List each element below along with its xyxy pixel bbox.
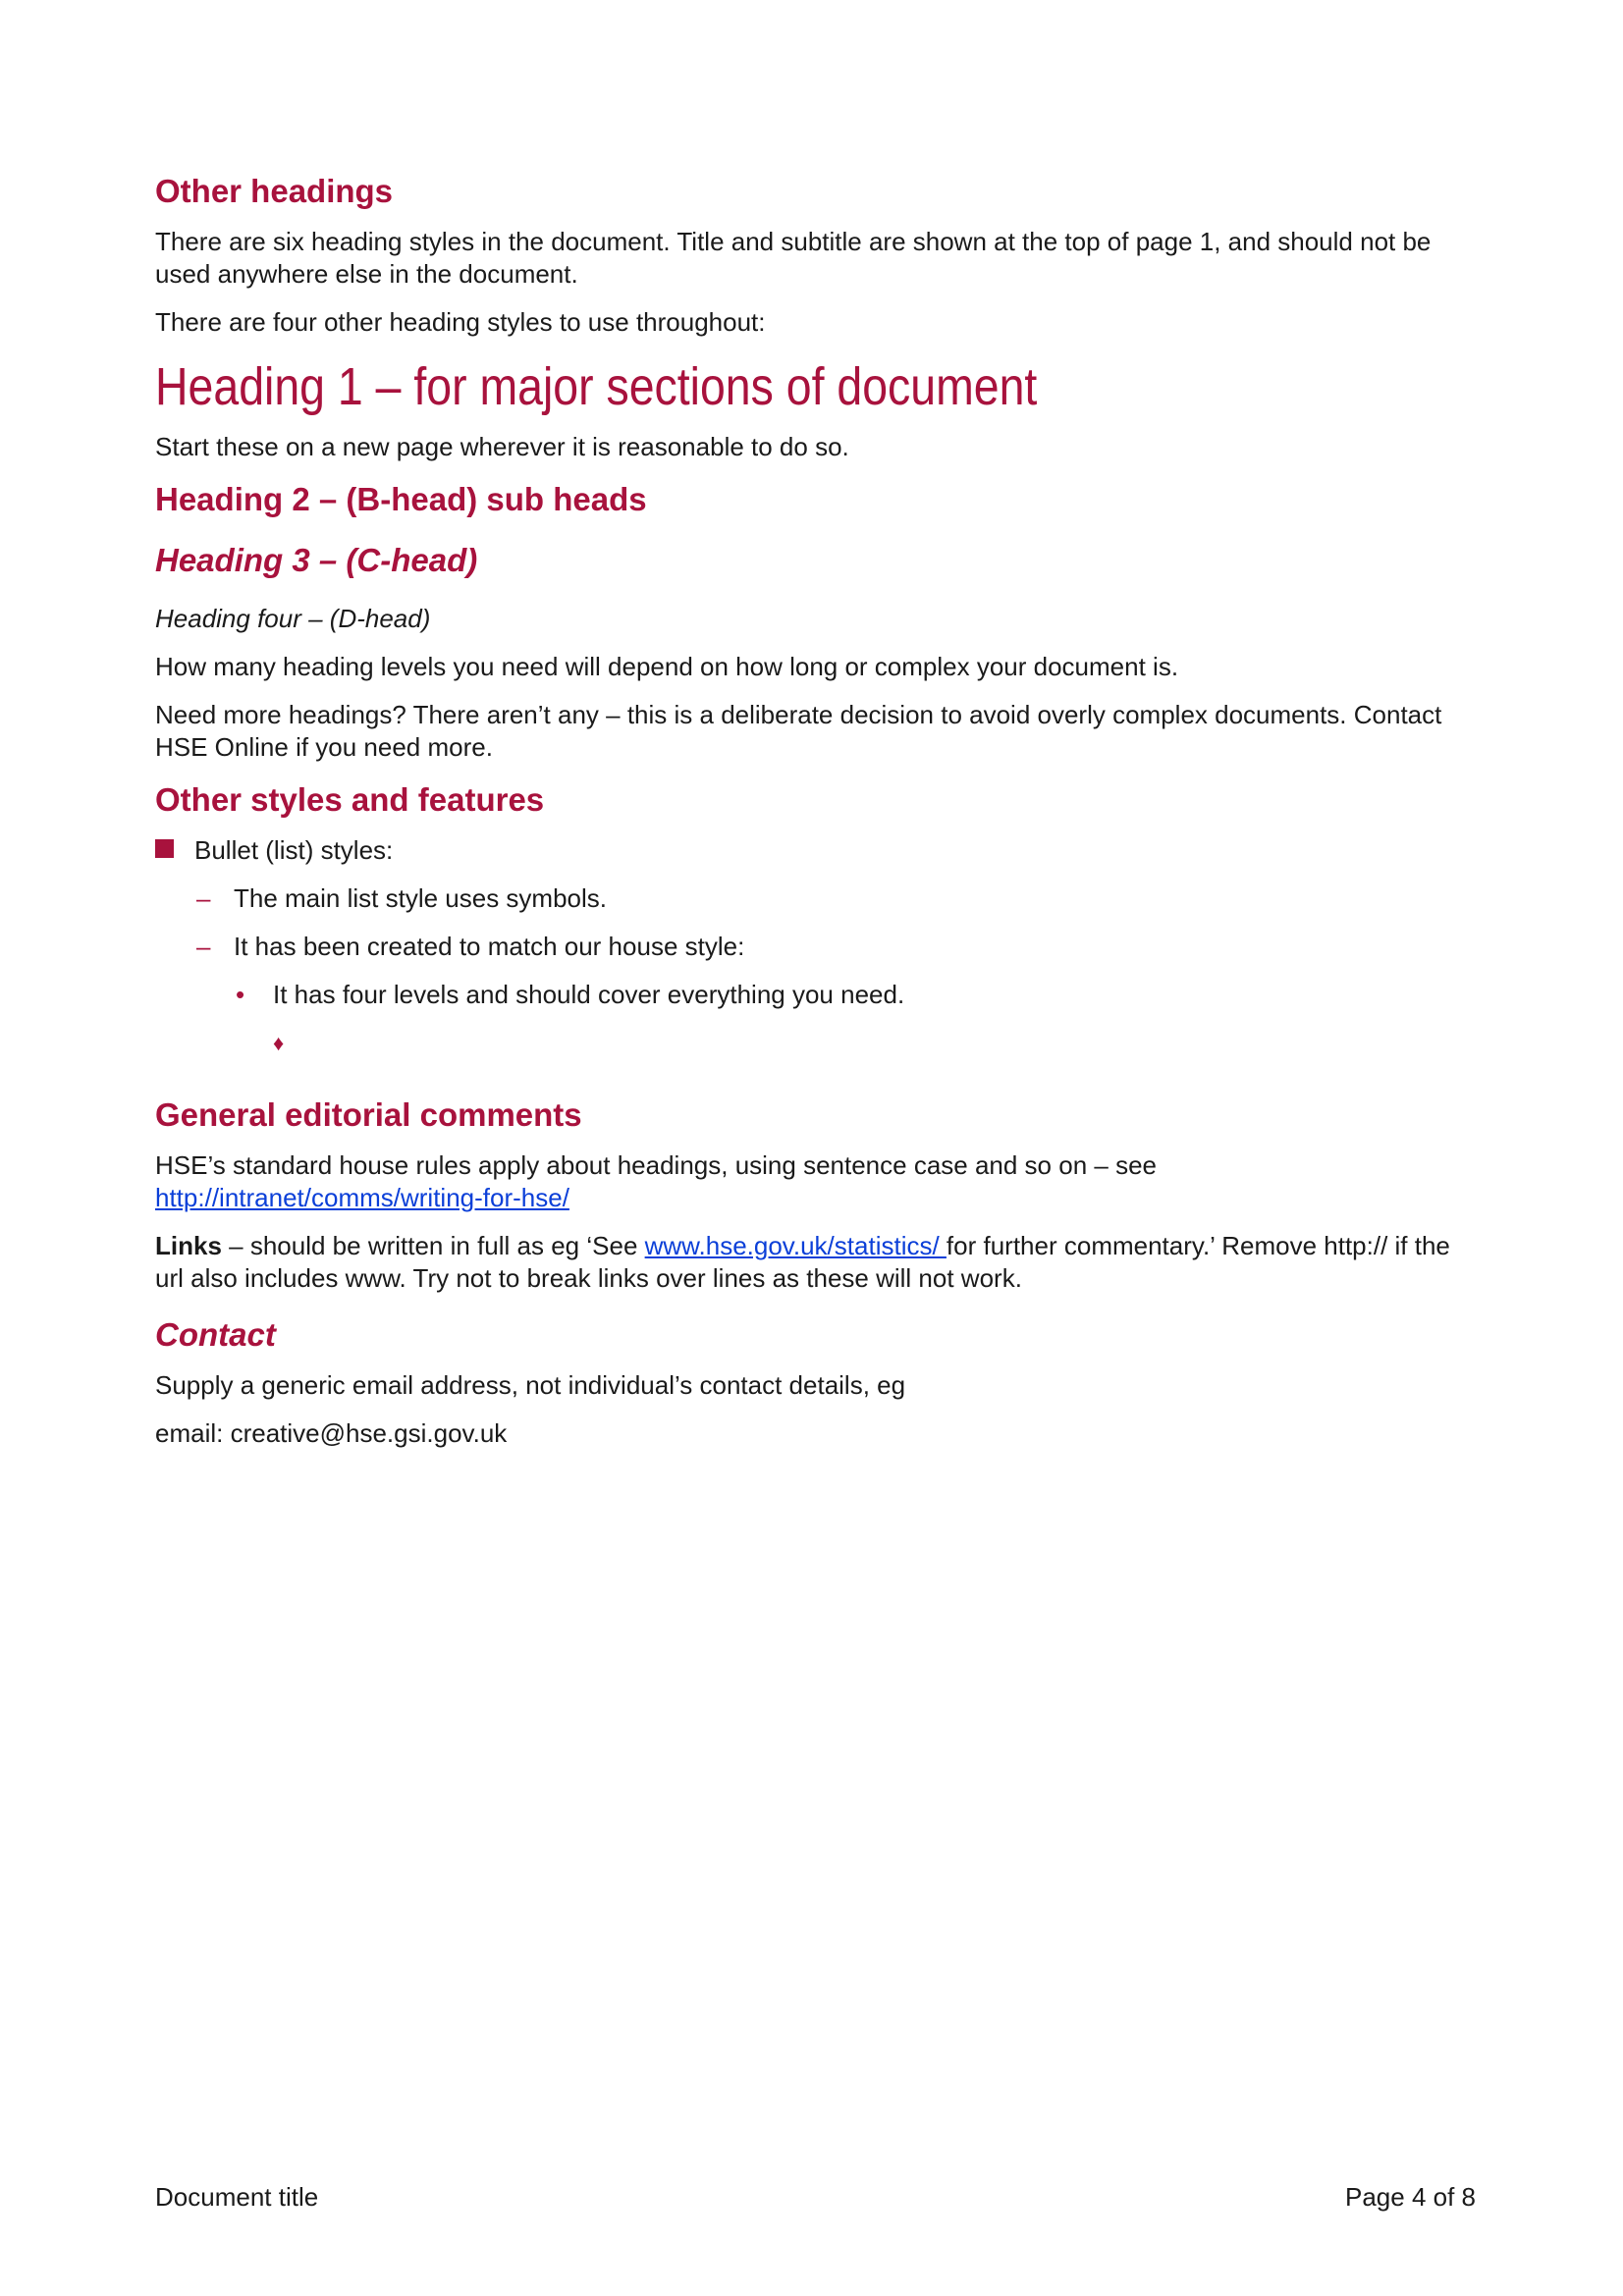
heading-1-sample: Heading 1 – for major sections of document [155, 357, 1038, 416]
dash-bullet-icon: – [196, 883, 211, 913]
heading-contact: Contact [155, 1316, 276, 1353]
dash-bullet-icon: – [196, 932, 211, 961]
list-item [155, 931, 1476, 963]
hse-statistics-link[interactable]: www.hse.gov.uk/statistics/ [644, 1231, 947, 1260]
intranet-writing-link[interactable]: http://intranet/comms/writing-for-hse/ [155, 1183, 569, 1212]
list-item-text: Bullet (list) styles: [194, 835, 394, 865]
heading-2-sample: Heading 2 – (B-head) sub heads [155, 481, 647, 517]
paragraph-new-page: Start these on a new page wherever it is reasonable to do so. [155, 432, 849, 461]
list-item [155, 979, 1476, 1011]
list-item-text: The main list style uses symbols. [234, 883, 608, 913]
diamond-bullet-icon: ♦ [273, 1031, 285, 1055]
footer-document-title: Document title [155, 2182, 319, 2212]
list-item-text: It has been created to match our house style: [234, 932, 745, 961]
paragraph-four-heading-styles: There are four other heading styles to use throughout: [155, 307, 766, 337]
paragraph-house-rules [155, 1149, 1476, 1214]
heading-3-sample: Heading 3 – (C-head) [155, 542, 478, 578]
list-item [155, 882, 1476, 915]
document-page [155, 171, 1476, 1466]
heading-4-sample: Heading four – (D-head) [155, 604, 431, 633]
paragraph-more-headings: Need more headings? There aren’t any – this is a deliberate decision to avoid overly complex documents. Contact HSE Online if you need more. [155, 700, 1442, 762]
paragraph-email-address: email: creative@hse.gsi.gov.uk [155, 1418, 508, 1448]
heading-other-styles: Other styles and features [155, 781, 545, 818]
footer-page-number: Page 4 of 8 [1345, 2182, 1476, 2212]
dot-bullet-icon: • [236, 980, 245, 1009]
paragraph-six-heading-styles: There are six heading styles in the document. Title and subtitle are shown at the top of page 1, and should not be used anywhere else in the document. [155, 227, 1432, 289]
paragraph-heading-levels: How many heading levels you need will depend on how long or complex your document is. [155, 652, 1179, 681]
bullet-list [155, 834, 1476, 1059]
square-bullet-icon [155, 839, 174, 858]
paragraph-links [155, 1230, 1476, 1295]
links-text-after: for further commentary.’ Remove http:// if the url also includes www. Try not to break links over lines as these will not work. [155, 1231, 1450, 1293]
links-label: Links [155, 1231, 222, 1260]
list-item-text: It has four levels and should cover everything you need. [273, 980, 905, 1009]
page-footer [155, 2181, 1476, 2214]
list-item [155, 1027, 1476, 1059]
links-text-before: – should be written in full as eg ‘See [221, 1231, 645, 1260]
house-rules-text: HSE’s standard house rules apply about headings, using sentence case and so on – see [155, 1150, 1157, 1180]
heading-general-editorial: General editorial comments [155, 1096, 582, 1133]
paragraph-generic-email: Supply a generic email address, not individual’s contact details, eg [155, 1370, 906, 1400]
heading-other-headings: Other headings [155, 173, 394, 209]
list-item [155, 834, 1476, 867]
